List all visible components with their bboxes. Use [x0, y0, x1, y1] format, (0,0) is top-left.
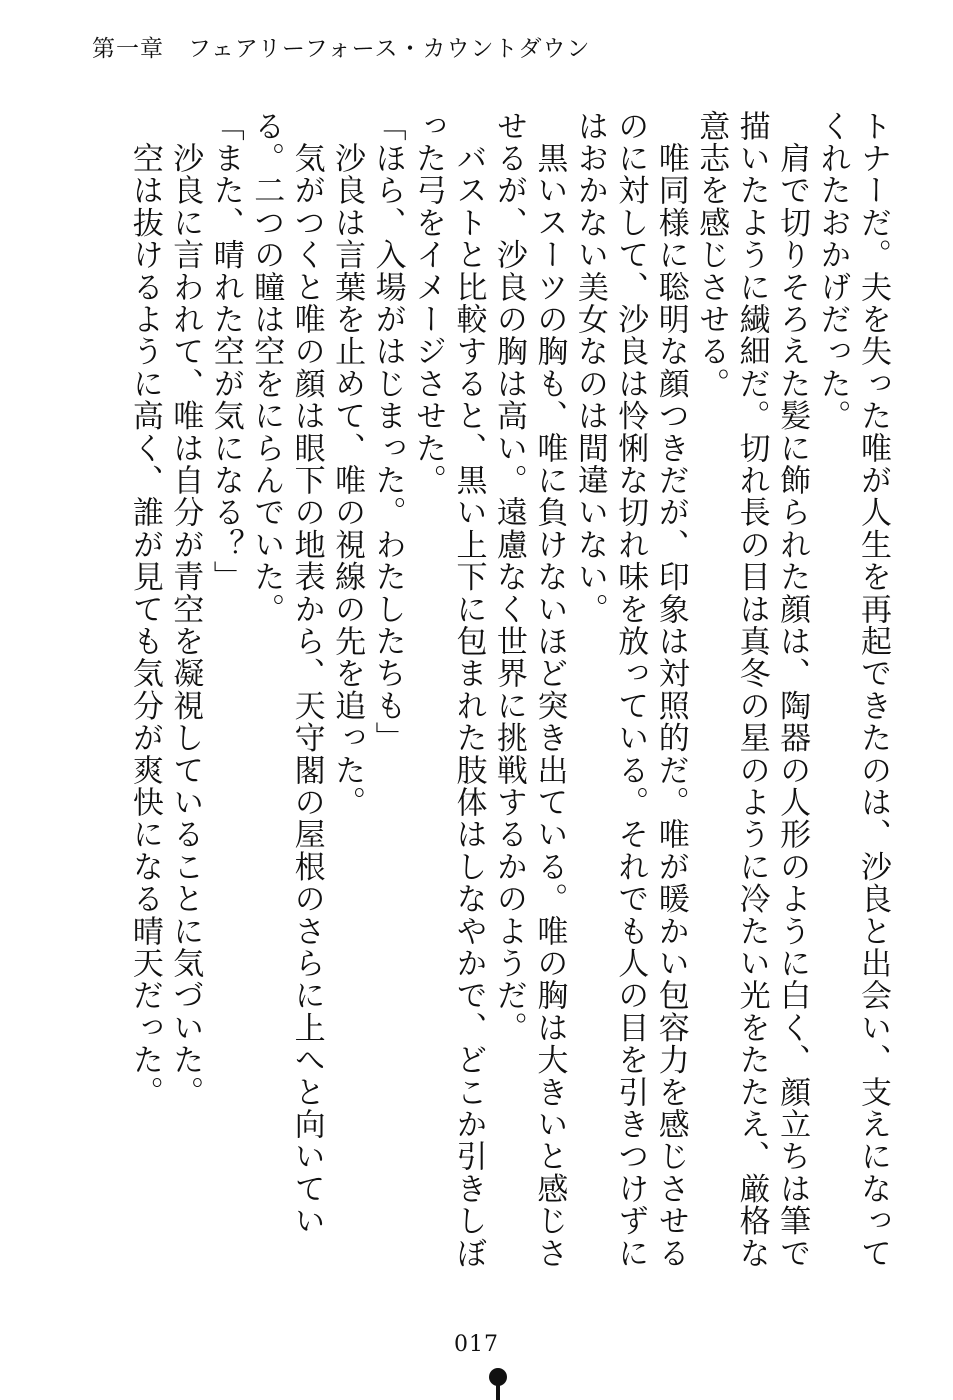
paragraph: 「また、晴れた空が気になる？」 [207, 110, 244, 593]
paragraph: 気がつくと唯の顔は眼下の地表から、天守閣の屋根のさらに上へと向いている。二つの瞳は空をにらんでいた。 [248, 110, 325, 1237]
paragraph: 唯同様に聡明な顔つきだが、印象は対照的だ。唯が暖かい包容力を感じさせるのに対して、沙良は怜悧な切れ味を放っている。それでも人の目を引きつけずにはおかない美女なのは間違いない。 [571, 110, 689, 1270]
paragraph: 肩で切りそろえた髪に飾られた顔は、陶器の人形のように白く、顔立ちは筆で描いたように繊細だ。切れ長の目は真冬の星のように冷たい光をたたえ、厳格な意志を感じさせる。 [693, 110, 811, 1270]
paragraph: 黒いスーツの胸も、唯に負けないほど突き出ている。唯の胸は大きいと感じさせるが、沙良の胸は高い。遠慮なく世界に挑戦するかのようだ。 [490, 110, 568, 1270]
paragraph: 空は抜けるように高く、誰が見ても気分が爽快になる晴天だった。 [126, 110, 163, 1109]
paragraph: トナーだ。夫を失った唯が人生を再起できたのは、沙良と出会い、支えになってくれたおかげだった。 [814, 110, 891, 1270]
page-marker-stem [496, 1384, 500, 1400]
vertical-text-body [83, 110, 893, 1300]
running-header: 第一章 フェアリーフォース・カウントダウン [92, 36, 591, 62]
paragraph: 沙良に言われて、唯は自分が青空を凝視していることに気づいた。 [167, 110, 204, 1109]
paragraph: 沙良は言葉を止めて、唯の視線の先を追った。 [329, 110, 366, 819]
page-number: 017 [454, 1332, 499, 1357]
paragraph: バストと比較すると、黒い上下に包まれた肢体はしなやかで、どこか引きしぼった弓をイメージさせた。 [410, 110, 487, 1270]
paragraph: 「ほら、入場がはじまった。わたしたちも」 [369, 110, 406, 754]
